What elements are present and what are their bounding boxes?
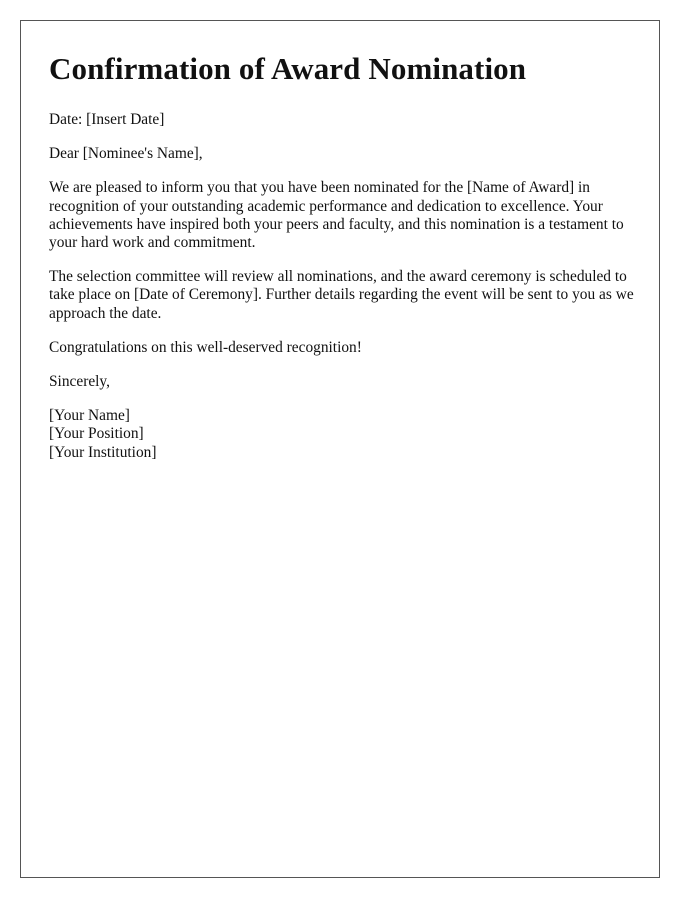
signature-institution: [Your Institution] <box>49 443 157 461</box>
closing-line: Sincerely, <box>49 373 110 391</box>
body-paragraph-2: The selection committee will review all nominations, and the award ceremony is scheduled to take place on [Date of Ceremony]. Further details regarding the event will be sent to you as we approach the date. <box>49 268 634 322</box>
letter-content <box>49 49 634 462</box>
congratulations-line: Congratulations on this well-deserved recognition! <box>49 338 362 356</box>
body-paragraph-1: We are pleased to inform you that you have been nominated for the [Name of Award] in recognition of your outstanding academic performance and dedication to excellence. Your achievements have inspired both your peers and faculty, and this nomination is a testament to your hard work and commitment. <box>49 179 624 252</box>
letter-title: Confirmation of Award Nomination <box>49 51 527 86</box>
letter-page <box>20 20 660 878</box>
signature-name: [Your Name] <box>49 407 130 425</box>
date-line: Date: [Insert Date] <box>49 111 165 128</box>
salutation: Dear [Nominee's Name], <box>49 145 203 163</box>
signature-block <box>49 407 634 462</box>
signature-position: [Your Position] <box>49 425 144 443</box>
